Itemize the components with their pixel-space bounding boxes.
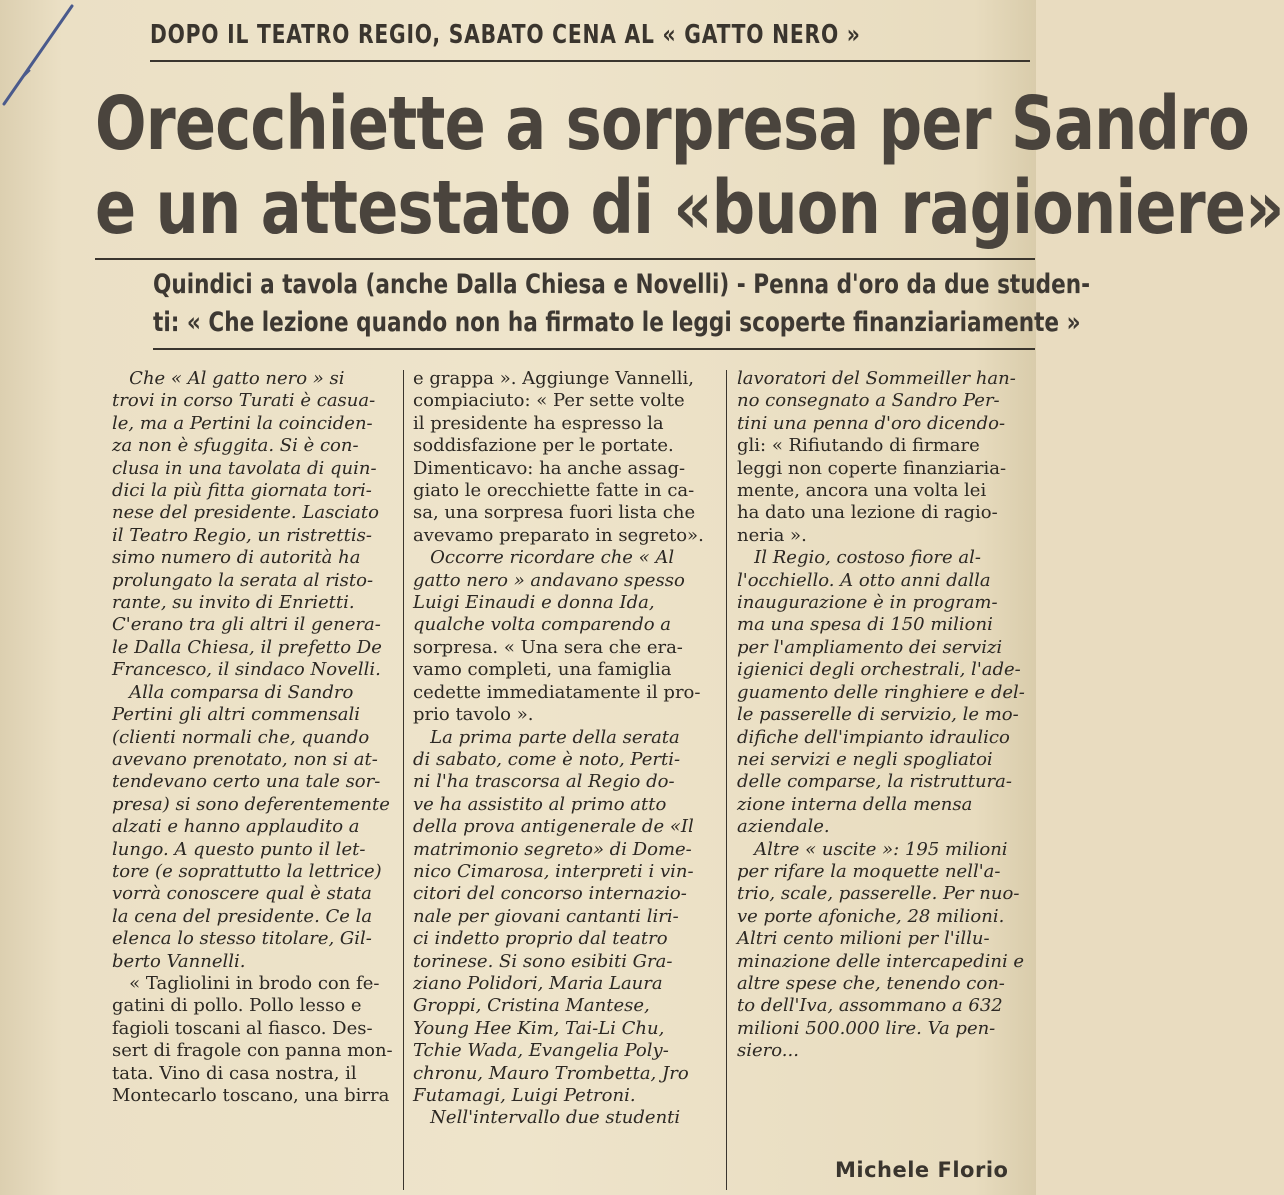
- kicker: [110, 14, 890, 58]
- column-2: [413, 368, 713, 1130]
- text-line: il Teatro Regio, un ristrettis-: [112, 524, 372, 546]
- text-line: La prima parte della serata: [413, 726, 680, 748]
- text-line: l'occhiello. A otto anni dalla: [737, 569, 991, 591]
- text-line: Occorre ricordare che « Al: [413, 547, 675, 569]
- text-line: Pertini gli altri commensali: [112, 704, 360, 726]
- text-line: le passerelle di servizio, le mo-: [737, 704, 1019, 726]
- text-line: ha dato una lezione di ragio-: [737, 502, 998, 524]
- text-line: torinese. Si sono esibiti Gra-: [413, 950, 673, 972]
- column-divider-1: [403, 370, 404, 1190]
- text-line: guamento delle ringhiere e del-: [737, 681, 1025, 703]
- headline-line-1: Orecchiette a sorpresa per Sandro: [95, 81, 1250, 167]
- text-line: tore (e soprattutto la lettrice): [112, 860, 382, 882]
- text-line: sert di fragole con panna mon-: [112, 1040, 393, 1062]
- text-line: alzati e hanno applaudito a: [112, 816, 360, 838]
- text-line: Montecarlo toscano, una birra: [112, 1085, 390, 1106]
- text-line: qualche volta comparendo a: [413, 614, 672, 636]
- text-line: berto Vannelli.: [112, 950, 246, 972]
- text-line: Altri cento milioni per l'illu-: [737, 928, 990, 950]
- text-line: vamo completi, una famiglia: [413, 659, 672, 681]
- deck-rule: [153, 348, 1035, 350]
- text-line: clusa in una tavolata di quin-: [112, 457, 377, 479]
- text-line: gatini di pollo. Pollo lesso e: [112, 995, 362, 1017]
- text-line: ma una spesa di 150 milioni: [737, 614, 993, 636]
- text-line: tini una penna d'oro dicendo-: [737, 412, 1006, 434]
- text-line: fagioli toscani al fiasco. Des-: [112, 1017, 373, 1039]
- text-line: Il Regio, costoso fiore al-: [737, 547, 981, 569]
- text-line: mente, ancora una volta lei: [737, 480, 987, 502]
- text-line: nei servizi e negli spogliatoi: [737, 748, 993, 770]
- text-line: e grappa ». Aggiunge Vannelli,: [413, 368, 694, 389]
- text-line: tata. Vino di casa nostra, il: [112, 1062, 357, 1084]
- text-line: Alla comparsa di Sandro: [112, 681, 354, 703]
- text-line: ni l'ha trascorsa al Regio do-: [413, 771, 675, 793]
- headline-rule: [95, 258, 1035, 260]
- text-line: no consegnato a Sandro Per-: [737, 390, 1000, 412]
- text-line: il presidente ha espresso la: [413, 412, 664, 434]
- text-line: nese del presidente. Lasciato: [112, 502, 379, 524]
- text-line: delle comparse, la ristruttura-: [737, 771, 1012, 793]
- text-line: della prova antigenerale de «Il: [413, 816, 694, 838]
- text-line: altre spese che, tenendo con-: [737, 972, 1005, 994]
- text-line: simo numero di autorità ha: [112, 547, 361, 569]
- text-line: gatto nero » andavano spesso: [413, 569, 685, 591]
- kicker-rule: [150, 60, 1030, 62]
- text-line: aziendale.: [737, 816, 830, 838]
- text-line: gli: « Rifiutando di firmare: [737, 435, 980, 457]
- text-line: di sabato, come è noto, Perti-: [413, 748, 681, 770]
- text-line: per l'ampliamento dei servizi: [737, 636, 1003, 658]
- text-line: Young Hee Kim, Tai-Li Chu,: [413, 1017, 665, 1039]
- text-line: cedette immediatamente il pro-: [413, 681, 701, 703]
- text-line: ci indetto proprio dal teatro: [413, 928, 668, 950]
- text-line: « Tagliolini in brodo con fe-: [112, 972, 380, 994]
- text-line: giato le orecchiette fatte in ca-: [413, 480, 695, 502]
- text-line: lungo. A questo punto il let-: [112, 838, 366, 860]
- text-line: chronu, Mauro Trombetta, Jro: [413, 1062, 689, 1084]
- text-line: Luigi Einaudi e donna Ida,: [413, 592, 655, 614]
- text-line: vorrà conoscere qual è stata: [112, 883, 372, 905]
- text-line: tendevano certo una tale sor-: [112, 771, 381, 793]
- text-line: la cena del presidente. Ce la: [112, 905, 373, 927]
- text-line: siero...: [737, 1040, 799, 1062]
- byline: Michele Florio: [835, 1158, 1009, 1182]
- text-line: le Dalla Chiesa, il prefetto De: [112, 636, 382, 658]
- text-line: difiche dell'impianto idraulico: [737, 726, 1010, 748]
- column-divider-2: [726, 370, 727, 1190]
- text-line: ve ha assistito al primo atto: [413, 793, 667, 815]
- text-line: nale per giovani cantanti liri-: [413, 905, 679, 927]
- text-line: sorpresa. « Una sera che era-: [413, 636, 683, 658]
- deck-line-1: Quindici a tavola (anche Dalla Chiesa e Novelli) - Penna d'oro da due studen-: [153, 269, 1091, 300]
- text-line: Altre « uscite »: 195 milioni: [737, 838, 1008, 860]
- text-line: igienici degli orchestrali, l'ade-: [737, 659, 1021, 681]
- text-line: avevano prenotato, non si at-: [112, 748, 378, 770]
- text-line: presa) si sono deferentemente: [112, 793, 390, 815]
- text-line: neria ».: [737, 524, 807, 546]
- deck-line-2: ti: « Che lezione quando non ha firmato le leggi scoperte finanziariamente »: [153, 307, 1081, 338]
- text-line: prolungato la serata al risto-: [112, 569, 374, 591]
- text-line: nico Cimarosa, interpreti i vin-: [413, 860, 694, 882]
- headline-line-2: e un attestato di «buon ragioniere»: [95, 165, 1284, 251]
- text-line: elenca lo stesso titolare, Gil-: [112, 928, 372, 950]
- text-line: Nell'intervallo due studenti: [413, 1107, 681, 1129]
- text-line: matrimonio segreto» di Dome-: [413, 838, 692, 860]
- text-line: rante, su invito di Enrietti.: [112, 592, 355, 614]
- text-line: Francesco, il sindaco Novelli.: [112, 659, 381, 681]
- text-line: dici la più fitta giornata tori-: [112, 480, 372, 502]
- text-line: zione interna della mensa: [737, 793, 973, 815]
- text-line: per rifare la moquette nell'a-: [737, 860, 1001, 882]
- text-line: avevamo preparato in segreto».: [413, 524, 704, 546]
- text-line: Che « Al gatto nero » si: [112, 368, 345, 389]
- text-line: trovi in corso Turati è casua-: [112, 390, 376, 412]
- column-1: [112, 368, 394, 1107]
- column-3: [737, 368, 1035, 1063]
- text-line: lavoratori del Sommeiller han-: [737, 368, 1016, 389]
- text-line: milioni 500.000 lire. Va pen-: [737, 1017, 996, 1039]
- kicker-text: DOPO IL TEATRO REGIO, SABATO CENA AL « GATTO NERO »: [150, 20, 861, 50]
- text-line: ve porte afoniche, 28 milioni.: [737, 905, 1005, 927]
- text-line: to dell'Iva, assommano a 632: [737, 995, 1003, 1017]
- text-line: minazione delle intercapedini e: [737, 950, 1025, 972]
- text-line: Dimenticavo: ha anche assag-: [413, 457, 686, 479]
- text-line: trio, scale, passerelle. Per nuo-: [737, 883, 1020, 905]
- text-line: le, ma a Pertini la coinciden-: [112, 412, 373, 434]
- text-line: leggi non coperte finanziaria-: [737, 457, 1007, 479]
- text-line: inaugurazione è in program-: [737, 592, 998, 614]
- text-line: C'erano tra gli altri il genera-: [112, 614, 381, 636]
- text-line: Futamagi, Luigi Petroni.: [413, 1085, 636, 1106]
- text-line: za non è sfuggita. Si è con-: [112, 435, 359, 457]
- text-line: soddisfazione per le portate.: [413, 435, 674, 457]
- text-line: (clienti normali che, quando: [112, 726, 370, 748]
- text-line: compiaciuto: « Per sette volte: [413, 390, 685, 412]
- text-line: prio tavolo ».: [413, 704, 534, 726]
- text-line: Tchie Wada, Evangelia Poly-: [413, 1040, 669, 1062]
- text-line: Groppi, Cristina Mantese,: [413, 995, 650, 1017]
- text-line: ziano Polidori, Maria Laura: [413, 972, 663, 994]
- text-line: citori del concorso internazio-: [413, 883, 687, 905]
- text-line: sa, una sorpresa fuori lista che: [413, 502, 696, 524]
